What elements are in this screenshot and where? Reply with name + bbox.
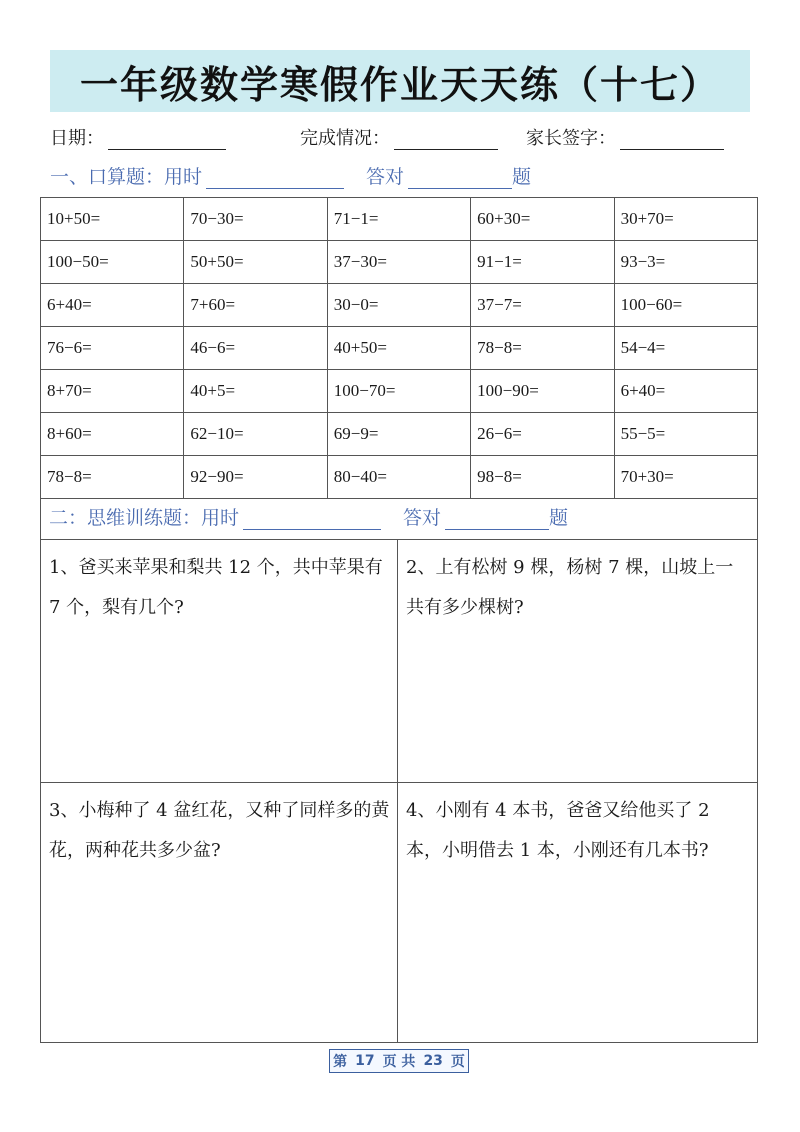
calc-cell: 100−50= (41, 241, 184, 284)
problem-3: 3、小梅种了 4 盆红花，又种了同样多的黄花，两种花共多少盆? (41, 783, 398, 1042)
page-mid: 页 共 (382, 1054, 416, 1070)
calc-cell: 69−9= (327, 413, 470, 456)
calc-cell: 100−70= (327, 370, 470, 413)
date-label: 日期： (50, 128, 104, 149)
calc-cell: 30+70= (614, 198, 757, 241)
section1-heading (50, 162, 531, 189)
page-end: 页 (450, 1054, 465, 1070)
calc-cell: 100−90= (471, 370, 614, 413)
signature-field (526, 124, 724, 150)
section2-correct-blank[interactable] (445, 511, 549, 530)
section2-correct-label: 答对 (403, 507, 442, 529)
calc-row (41, 241, 758, 284)
section2-unit: 题 (549, 507, 569, 529)
page-total: 23 (423, 1053, 443, 1069)
page-current: 17 (355, 1053, 375, 1069)
calc-cell: 50+50= (184, 241, 327, 284)
word-problems-grid (40, 539, 758, 1043)
calc-cell: 8+70= (41, 370, 184, 413)
calc-row (41, 284, 758, 327)
page-title: 一年级数学寒假作业天天练（十七） (79, 62, 720, 107)
calc-cell: 6+40= (41, 284, 184, 327)
calc-cell: 78−8= (471, 327, 614, 370)
calc-cell: 30−0= (327, 284, 470, 327)
section1-time-blank[interactable] (206, 170, 344, 189)
mental-math-table (40, 197, 758, 499)
section2-time-blank[interactable] (243, 511, 381, 530)
calc-cell: 6+40= (614, 370, 757, 413)
page-word: 第 (333, 1054, 348, 1070)
problem-4: 4、小刚有 4 本书，爸爸又给他买了 2 本，小明借去 1 本，小刚还有几本书? (406, 800, 710, 861)
calc-cell: 76−6= (41, 327, 184, 370)
status-blank[interactable] (394, 131, 498, 150)
calc-cell: 98−8= (471, 456, 614, 499)
signature-blank[interactable] (620, 131, 724, 150)
calc-cell: 54−4= (614, 327, 757, 370)
info-row (50, 122, 750, 152)
calc-cell: 62−10= (184, 413, 327, 456)
calc-row (41, 370, 758, 413)
section2-row (40, 495, 758, 539)
section1-correct-blank[interactable] (408, 170, 512, 189)
date-blank[interactable] (108, 131, 226, 150)
date-field (50, 124, 300, 150)
calc-cell: 60+30= (471, 198, 614, 241)
calc-cell: 10+50= (41, 198, 184, 241)
calc-cell: 40+5= (184, 370, 327, 413)
section2-heading (49, 503, 568, 530)
calc-cell: 92−90= (184, 456, 327, 499)
section1-title: 一、口算题：用时 (50, 166, 203, 188)
problem-2: 2、上有松树 9 棵，杨树 7 棵，山坡上一共有多少棵树? (398, 540, 757, 783)
calc-cell: 71−1= (327, 198, 470, 241)
section1-correct-label: 答对 (366, 166, 405, 188)
signature-label: 家长签字： (526, 128, 616, 149)
calc-cell: 55−5= (614, 413, 757, 456)
calc-cell: 7+60= (184, 284, 327, 327)
calc-cell: 26−6= (471, 413, 614, 456)
calc-cell: 70+30= (614, 456, 757, 499)
calc-cell: 40+50= (327, 327, 470, 370)
problem-1: 1、爸买来苹果和梨共 12 个，共中苹果有 7 个，梨有几个? (41, 540, 398, 783)
calc-cell: 80−40= (327, 456, 470, 499)
calc-row (41, 413, 758, 456)
calc-cell: 78−8= (41, 456, 184, 499)
calc-cell: 37−30= (327, 241, 470, 284)
section2-title: 二：思维训练题：用时 (49, 507, 240, 529)
calc-row (41, 198, 758, 241)
status-label: 完成情况： (300, 128, 390, 149)
calc-cell: 70−30= (184, 198, 327, 241)
calc-row (41, 456, 758, 499)
calc-cell: 100−60= (614, 284, 757, 327)
status-field (300, 124, 526, 150)
section1-unit: 题 (512, 166, 532, 188)
calc-cell: 8+60= (41, 413, 184, 456)
page-indicator (329, 1049, 469, 1073)
calc-cell: 37−7= (471, 284, 614, 327)
calc-cell: 93−3= (614, 241, 757, 284)
calc-cell: 46−6= (184, 327, 327, 370)
calc-cell: 91−1= (471, 241, 614, 284)
title-banner (50, 50, 750, 112)
calc-row (41, 327, 758, 370)
